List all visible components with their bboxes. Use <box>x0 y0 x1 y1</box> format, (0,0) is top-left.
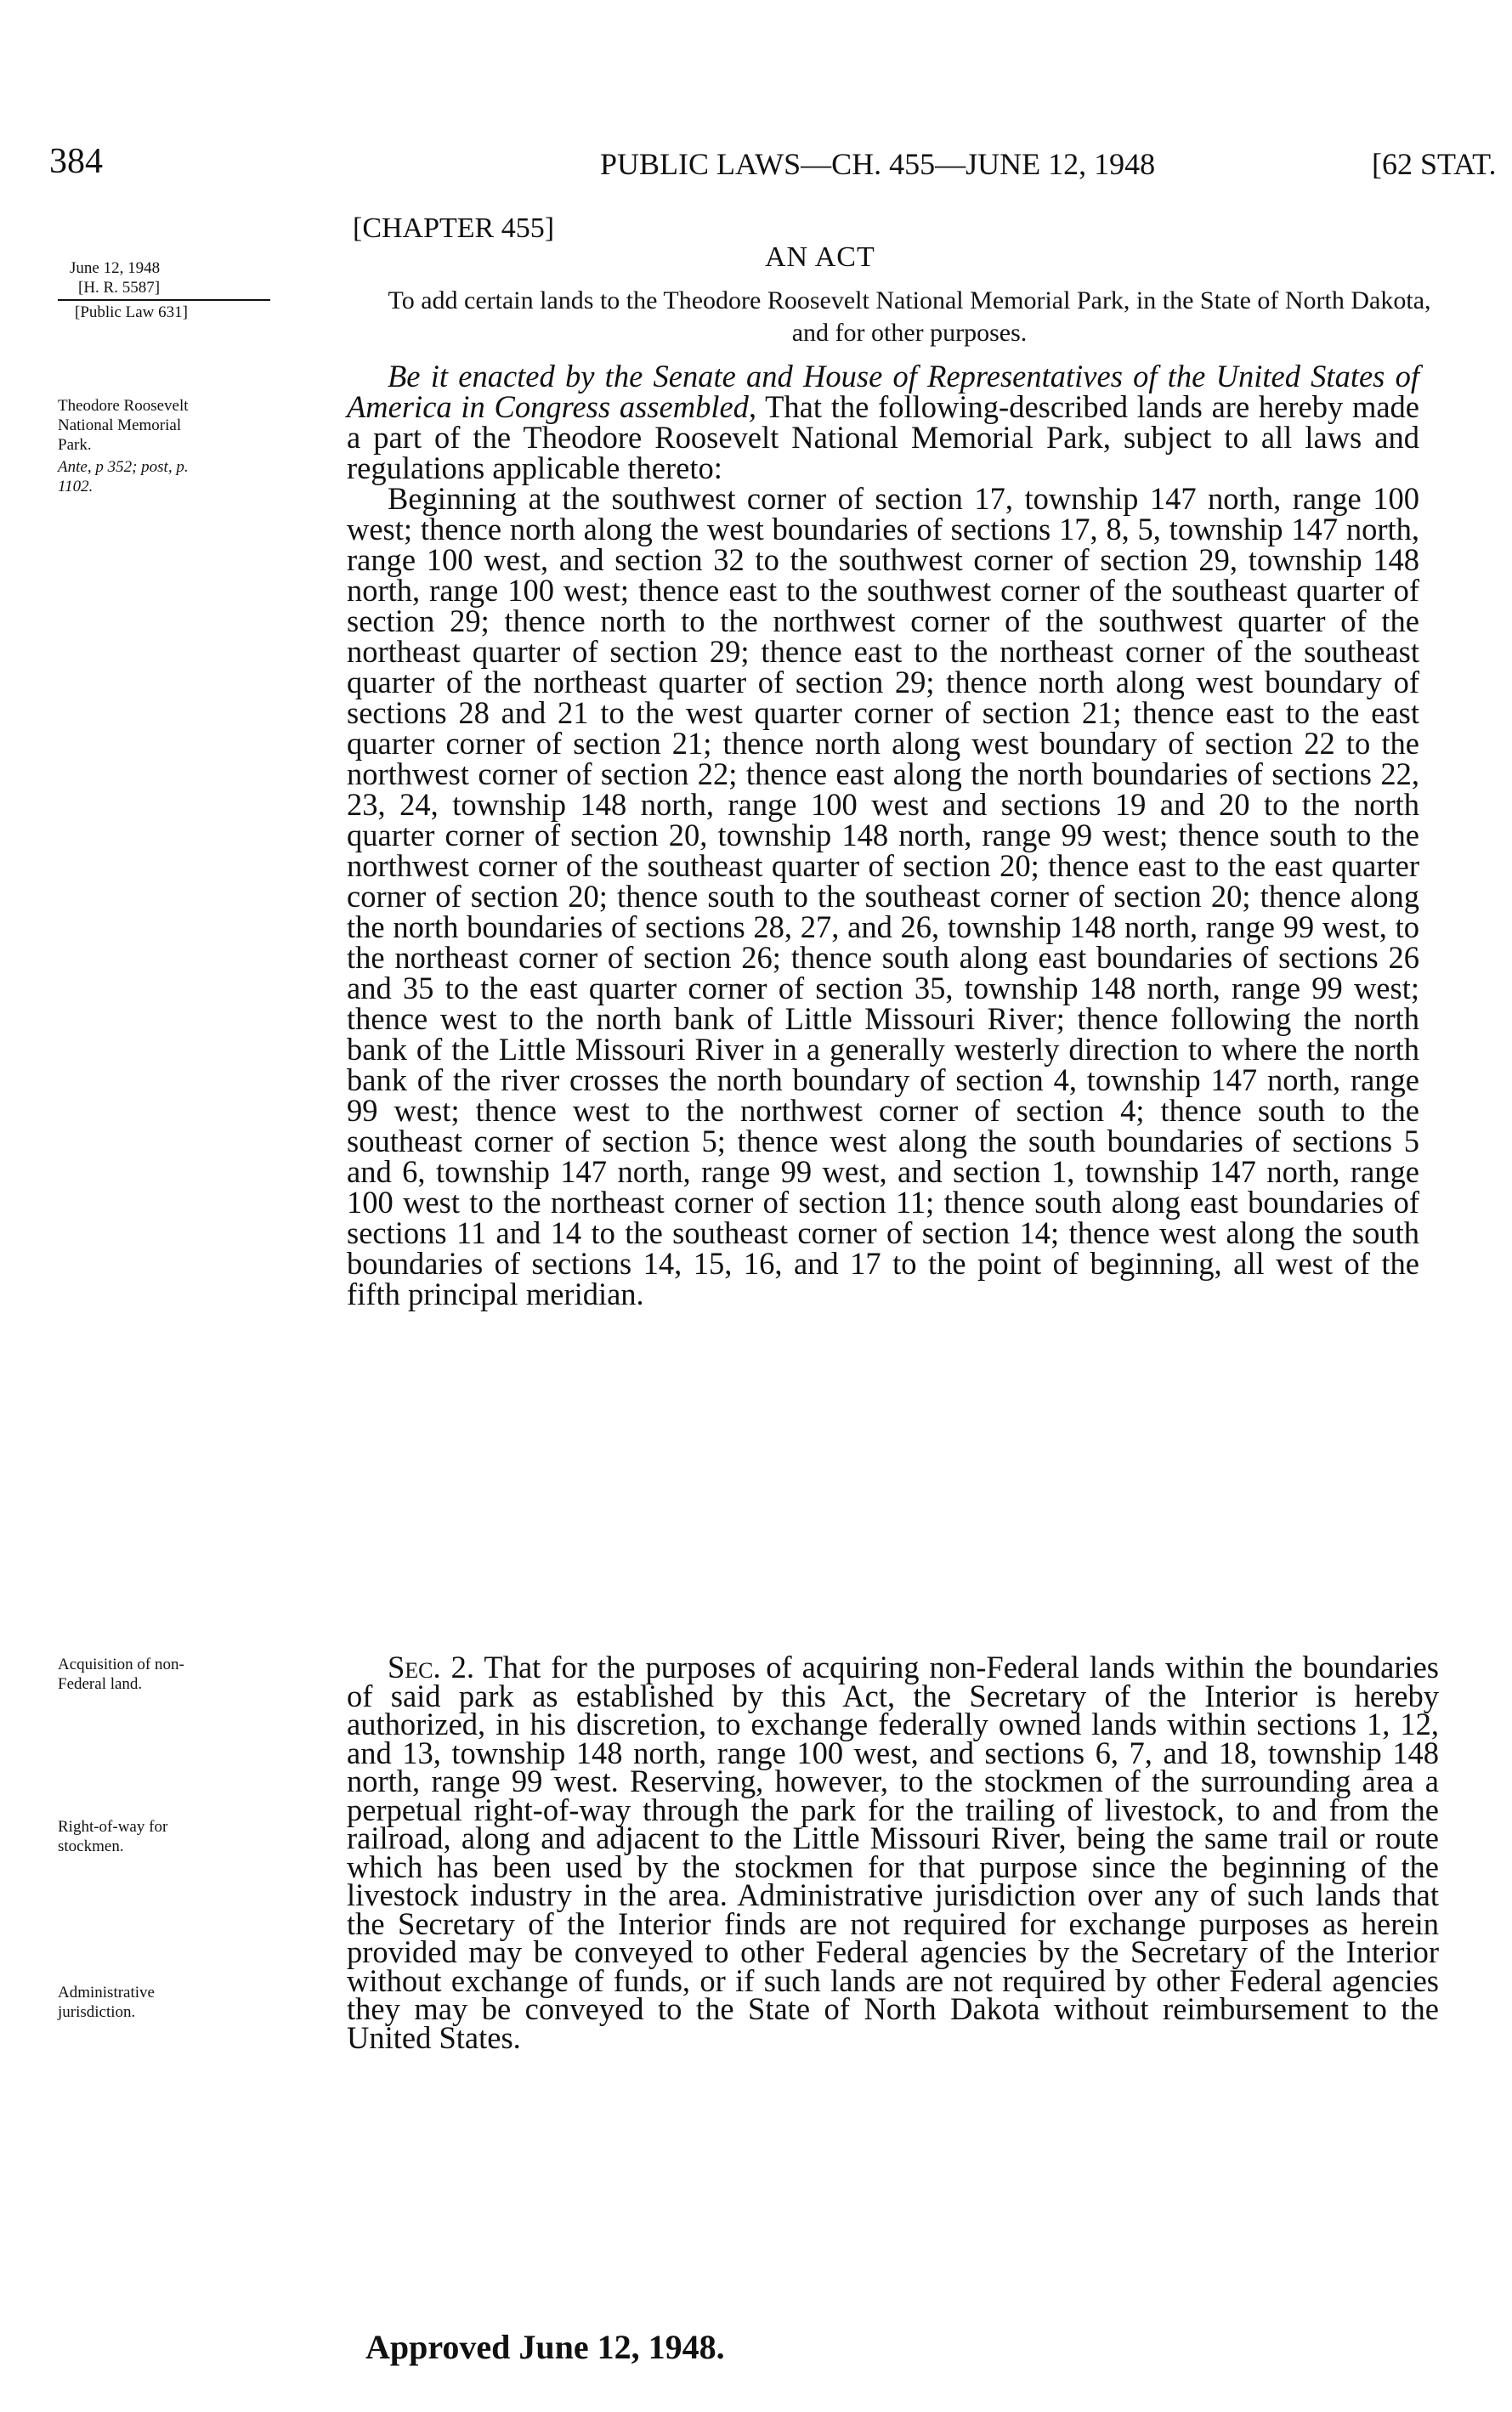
section-2-text: That for the purposes of acquiring non-Federal lands within the boundaries of said park as established by this Act, the Secretary of the Interior is hereby authorized, in his discretion, to exchange federally owned lands within sections 1, 12, and 13, township 148 north, range 100 west, and sections 6, 7, and 18, township 148 north, range 99 west. Reserving, however, to the stockmen of the surrounding area a perpetual right-of-way through the park for the trailing of livestock, to and from the railroad, along and adjacent to the Little Missouri River, being the same trail or route which has been used by the stockmen for that purpose since the beginning of the livestock industry in the area. Administrative jurisdiction over any of such lands that the Secretary of the Interior finds are not required for exchange purposes as herein provided may be conveyed to other Federal agencies by the Secretary of the Interior without exchange of funds, or if such lands are not required by other Federal agencies they may be conveyed to the State of North Dakota without reimbursement to the United States. <box>347 1650 1440 2055</box>
page-number: 384 <box>49 142 103 181</box>
margin-bill-number: [H. R. 5587] <box>78 279 161 297</box>
margin-park-reference: Ante, p 352; post, p. 1102. <box>58 458 189 495</box>
land-description: Beginning at the southwest corner of section 17, township 147 north, range 100 west; thence north along the west boundaries of sections 17, 8, 5, township 147 north, range 100 west, and section 32 to the southwest corner of section 29, township 148 north, range 100 west; thence east to the southwest corner of the southeast quarter of section 29; thence north to the northwest corner of the southwest quarter of the northeast quarter of section 29; thence east to the northeast corner of the southeast quarter of the northeast quarter of section 29; thence north along west boundary of sections 28 and 21 to the west quarter corner of section 21; thence east to the east quarter corner of section 21; thence north along west boundary of section 22 to the northwest corner of section 22; thence east along the north boundaries of sections 22, 23, 24, township 148 north, range 100 west and sections 19 and 20 to the north quarter corner of section 20, township 148 north, range 99 west; thence south to the northwest corner of the southeast quarter of section 20; thence east to the east quarter corner of section 20; thence south to the southeast corner of section 20; thence along the north boundaries of sections 28, 27, and 26, township 148 north, range 99 west, to the northeast corner of section 26; thence south along east boundaries of sections 26 and 35 to the east quarter corner of section 35, township 148 north, range 99 west; thence west to the north bank of Little Missouri River; thence following the north bank of the Little Missouri River in a generally westerly direction to where the north bank of the river crosses the north boundary of section 4, township 147 north, range 99 west; thence west to the northwest corner of section 4; thence south to the southeast corner of section 5; thence west along the south boundaries of sections 5 and 6, township 147 north, range 99 west, and section 1, township 147 north, range 100 west to the northeast corner of section 11; thence south along east boundaries of sections 11 and 14 to the southeast corner of section 14; thence west along the south boundaries of sections 14, 15, 16, and 17 to the point of beginning, all west of the fifth principal meridian. <box>347 481 1419 1311</box>
act-label: AN ACT <box>765 241 875 273</box>
margin-date: June 12, 1948 <box>70 259 161 277</box>
section-2 <box>347 1650 1440 2055</box>
margin-acquisition: Acquisition of non-Federal land. <box>58 1656 184 1693</box>
approval-date: Approved June 12, 1948. <box>365 2328 725 2366</box>
margin-public-law: [Public Law 631] <box>75 303 188 321</box>
margin-park-title: Theodore Roosevelt National Memorial Park. <box>58 397 189 454</box>
section-1 <box>347 361 1419 1310</box>
section-1-enacting <box>347 361 1419 484</box>
statute-reference: [62 STAT. <box>1372 147 1497 181</box>
section-1-intro: That the following-described lands are hereby made a part of the Theodore Roosevelt National Memorial Park, subject to all laws and regulations applicable thereto: <box>347 389 1419 485</box>
chapter-heading: [CHAPTER 455] <box>353 212 555 244</box>
margin-bill-info <box>58 258 313 322</box>
margin-right-of-way: Right-of-way for stockmen. <box>58 1818 168 1855</box>
act-purpose: To add certain lands to the Theodore Roosevelt National Memorial Park, in the State of North Dakota, and for other purposes. <box>388 286 1431 347</box>
margin-jurisdiction: Administrative jurisdiction. <box>58 1984 155 2021</box>
running-title: PUBLIC LAWS—CH. 455—JUNE 12, 1948 <box>600 147 1156 181</box>
section-2-label: Sec. 2. <box>388 1650 475 1684</box>
enacting-clause: Be it enacted by the Senate and House of Representatives of the United States of America in Congress assembled, <box>347 359 1419 424</box>
margin-divider <box>58 299 270 301</box>
